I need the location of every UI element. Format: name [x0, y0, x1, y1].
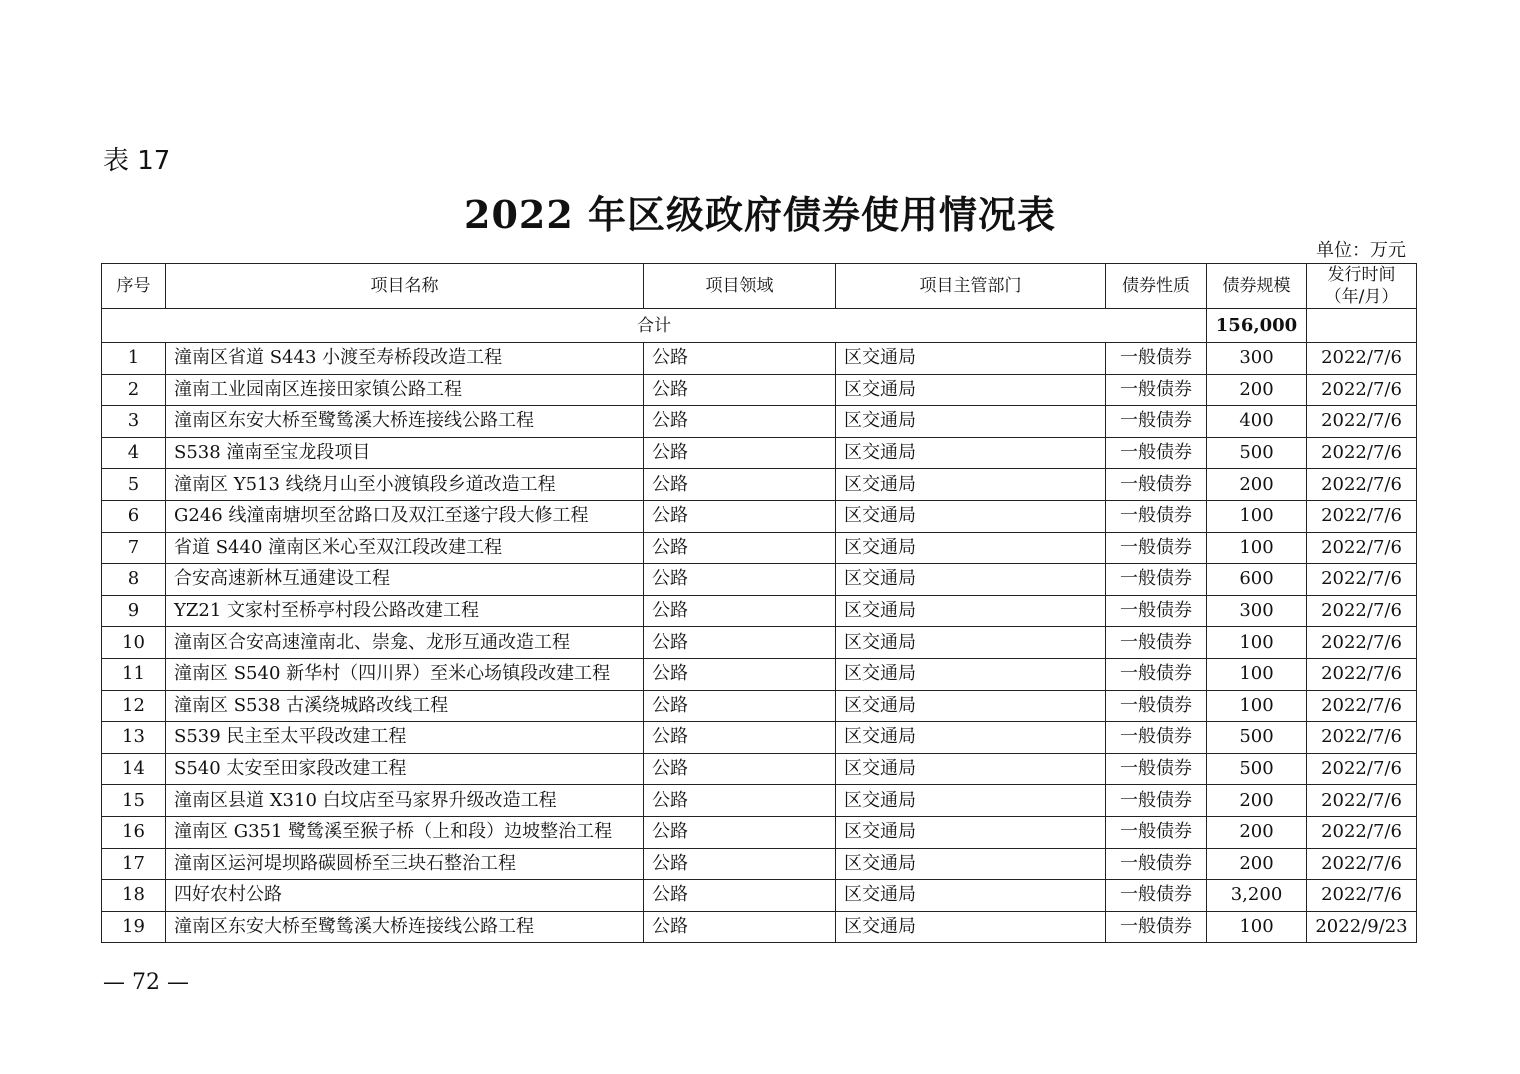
cell-department: 区交通局: [836, 785, 1106, 817]
cell-bond-amount: 500: [1207, 437, 1307, 469]
cell-seq: 10: [102, 627, 166, 659]
cell-field: 公路: [644, 911, 836, 943]
cell-seq: 2: [102, 374, 166, 406]
cell-bond-nature: 一般债券: [1106, 785, 1207, 817]
cell-bond-amount: 600: [1207, 564, 1307, 596]
cell-bond-amount: 100: [1207, 658, 1307, 690]
cell-issue-time: 2022/7/6: [1307, 690, 1417, 722]
table-row: [102, 848, 1417, 880]
cell-issue-time: 2022/7/6: [1307, 374, 1417, 406]
cell-department: 区交通局: [836, 911, 1106, 943]
cell-field: 公路: [644, 627, 836, 659]
cell-bond-amount: 300: [1207, 343, 1307, 375]
cell-bond-nature: 一般债券: [1106, 437, 1207, 469]
cell-bond-nature: 一般债券: [1106, 658, 1207, 690]
cell-bond-amount: 500: [1207, 753, 1307, 785]
cell-department: 区交通局: [836, 816, 1106, 848]
cell-field: 公路: [644, 880, 836, 912]
table-row: [102, 532, 1417, 564]
header-department: 项目主管部门: [836, 264, 1106, 309]
cell-seq: 16: [102, 816, 166, 848]
cell-bond-amount: 200: [1207, 374, 1307, 406]
cell-bond-nature: 一般债券: [1106, 343, 1207, 375]
cell-bond-nature: 一般债券: [1106, 469, 1207, 501]
table-label: 表 17: [103, 146, 171, 176]
cell-bond-amount: 100: [1207, 627, 1307, 659]
cell-bond-amount: 200: [1207, 469, 1307, 501]
cell-issue-time: 2022/9/23: [1307, 911, 1417, 943]
cell-bond-amount: 300: [1207, 595, 1307, 627]
cell-project-name: S538 潼南至宝龙段项目: [166, 437, 644, 469]
header-issue-time: [1307, 264, 1417, 309]
cell-bond-amount: 100: [1207, 911, 1307, 943]
cell-issue-time: 2022/7/6: [1307, 437, 1417, 469]
bond-usage-table: [101, 263, 1417, 943]
cell-bond-amount: 100: [1207, 532, 1307, 564]
cell-bond-nature: 一般债券: [1106, 500, 1207, 532]
table-row: [102, 406, 1417, 438]
table-row: [102, 437, 1417, 469]
cell-issue-time: 2022/7/6: [1307, 532, 1417, 564]
cell-bond-amount: 200: [1207, 785, 1307, 817]
cell-project-name: 省道 S440 潼南区米心至双江段改建工程: [166, 532, 644, 564]
cell-bond-nature: 一般债券: [1106, 848, 1207, 880]
cell-bond-nature: 一般债券: [1106, 532, 1207, 564]
cell-issue-time: 2022/7/6: [1307, 564, 1417, 596]
header-bond-amount: 债券规模: [1207, 264, 1307, 309]
cell-department: 区交通局: [836, 406, 1106, 438]
document-title: 2022 年区级政府债券使用情况表: [464, 192, 1056, 237]
header-seq: 序号: [102, 264, 166, 309]
cell-department: 区交通局: [836, 658, 1106, 690]
cell-field: 公路: [644, 785, 836, 817]
cell-issue-time: 2022/7/6: [1307, 658, 1417, 690]
cell-issue-time: 2022/7/6: [1307, 753, 1417, 785]
table-row: [102, 785, 1417, 817]
cell-bond-nature: 一般债券: [1106, 690, 1207, 722]
cell-department: 区交通局: [836, 848, 1106, 880]
cell-department: 区交通局: [836, 753, 1106, 785]
cell-issue-time: 2022/7/6: [1307, 500, 1417, 532]
table-row: [102, 500, 1417, 532]
table-row: [102, 469, 1417, 501]
header-issue-time-line1: 发行时间: [1327, 265, 1396, 285]
total-label: 合计: [102, 309, 1207, 343]
cell-bond-nature: 一般债券: [1106, 406, 1207, 438]
cell-seq: 6: [102, 500, 166, 532]
cell-department: 区交通局: [836, 627, 1106, 659]
cell-bond-nature: 一般债券: [1106, 816, 1207, 848]
cell-bond-nature: 一般债券: [1106, 564, 1207, 596]
cell-seq: 3: [102, 406, 166, 438]
unit-label: 单位：万元: [1316, 240, 1406, 261]
cell-project-name: S539 民主至太平段改建工程: [166, 722, 644, 754]
cell-issue-time: 2022/7/6: [1307, 406, 1417, 438]
cell-bond-amount: 100: [1207, 500, 1307, 532]
cell-project-name: 潼南区 S538 古溪绕城路改线工程: [166, 690, 644, 722]
cell-project-name: 潼南区东安大桥至鹭鸶溪大桥连接线公路工程: [166, 911, 644, 943]
table-row: [102, 627, 1417, 659]
cell-field: 公路: [644, 690, 836, 722]
cell-bond-nature: 一般债券: [1106, 911, 1207, 943]
cell-project-name: 潼南区 G351 鹭鸶溪至猴子桥（上和段）边坡整治工程: [166, 816, 644, 848]
cell-seq: 17: [102, 848, 166, 880]
table-row: [102, 343, 1417, 375]
cell-department: 区交通局: [836, 437, 1106, 469]
cell-seq: 4: [102, 437, 166, 469]
cell-seq: 8: [102, 564, 166, 596]
header-project-name: 项目名称: [166, 264, 644, 309]
cell-issue-time: 2022/7/6: [1307, 343, 1417, 375]
cell-department: 区交通局: [836, 500, 1106, 532]
cell-bond-nature: 一般债券: [1106, 880, 1207, 912]
cell-project-name: 潼南区合安高速潼南北、崇龛、龙形互通改造工程: [166, 627, 644, 659]
cell-department: 区交通局: [836, 690, 1106, 722]
cell-department: 区交通局: [836, 722, 1106, 754]
cell-project-name: 潼南区省道 S443 小渡至寿桥段改造工程: [166, 343, 644, 375]
header-issue-time-line2: （年/月）: [1324, 287, 1399, 307]
cell-issue-time: 2022/7/6: [1307, 816, 1417, 848]
cell-seq: 19: [102, 911, 166, 943]
cell-bond-amount: 200: [1207, 848, 1307, 880]
cell-department: 区交通局: [836, 469, 1106, 501]
cell-department: 区交通局: [836, 564, 1106, 596]
cell-bond-nature: 一般债券: [1106, 627, 1207, 659]
table-row: [102, 374, 1417, 406]
cell-project-name: 潼南区运河堤坝路碳圆桥至三块石整治工程: [166, 848, 644, 880]
cell-field: 公路: [644, 816, 836, 848]
cell-issue-time: 2022/7/6: [1307, 627, 1417, 659]
cell-bond-amount: 500: [1207, 722, 1307, 754]
table-row: [102, 722, 1417, 754]
cell-field: 公路: [644, 658, 836, 690]
cell-field: 公路: [644, 437, 836, 469]
cell-seq: 7: [102, 532, 166, 564]
cell-bond-nature: 一般债券: [1106, 374, 1207, 406]
cell-field: 公路: [644, 343, 836, 375]
cell-issue-time: 2022/7/6: [1307, 848, 1417, 880]
cell-project-name: 潼南区 Y513 线绕月山至小渡镇段乡道改造工程: [166, 469, 644, 501]
cell-seq: 15: [102, 785, 166, 817]
cell-field: 公路: [644, 500, 836, 532]
cell-seq: 13: [102, 722, 166, 754]
table-row: [102, 911, 1417, 943]
table-row: [102, 880, 1417, 912]
cell-bond-amount: 3,200: [1207, 880, 1307, 912]
cell-seq: 9: [102, 595, 166, 627]
cell-issue-time: 2022/7/6: [1307, 722, 1417, 754]
total-time-cell: [1307, 309, 1417, 343]
table-row: [102, 564, 1417, 596]
total-row: [102, 309, 1417, 343]
cell-project-name: S540 太安至田家段改建工程: [166, 753, 644, 785]
cell-field: 公路: [644, 722, 836, 754]
page-number: — 72 —: [103, 970, 189, 995]
cell-project-name: 潼南区东安大桥至鹭鸶溪大桥连接线公路工程: [166, 406, 644, 438]
cell-field: 公路: [644, 532, 836, 564]
cell-bond-nature: 一般债券: [1106, 753, 1207, 785]
cell-field: 公路: [644, 374, 836, 406]
table-row: [102, 753, 1417, 785]
cell-department: 区交通局: [836, 532, 1106, 564]
cell-project-name: 潼南工业园南区连接田家镇公路工程: [166, 374, 644, 406]
cell-issue-time: 2022/7/6: [1307, 785, 1417, 817]
cell-project-name: 潼南区 S540 新华村（四川界）至米心场镇段改建工程: [166, 658, 644, 690]
cell-field: 公路: [644, 564, 836, 596]
cell-bond-amount: 200: [1207, 816, 1307, 848]
cell-seq: 18: [102, 880, 166, 912]
table-row: [102, 816, 1417, 848]
cell-project-name: 合安高速新林互通建设工程: [166, 564, 644, 596]
table-row: [102, 658, 1417, 690]
cell-department: 区交通局: [836, 595, 1106, 627]
cell-field: 公路: [644, 469, 836, 501]
cell-project-name: 潼南区县道 X310 白坟店至马家界升级改造工程: [166, 785, 644, 817]
cell-project-name: G246 线潼南塘坝至岔路口及双江至遂宁段大修工程: [166, 500, 644, 532]
cell-seq: 14: [102, 753, 166, 785]
cell-seq: 11: [102, 658, 166, 690]
cell-department: 区交通局: [836, 880, 1106, 912]
cell-field: 公路: [644, 595, 836, 627]
table-header-row: [102, 264, 1417, 309]
cell-field: 公路: [644, 848, 836, 880]
header-field: 项目领域: [644, 264, 836, 309]
cell-bond-nature: 一般债券: [1106, 722, 1207, 754]
cell-field: 公路: [644, 753, 836, 785]
cell-seq: 12: [102, 690, 166, 722]
table-row: [102, 690, 1417, 722]
cell-department: 区交通局: [836, 343, 1106, 375]
cell-seq: 1: [102, 343, 166, 375]
total-amount: 156,000: [1207, 309, 1307, 343]
cell-seq: 5: [102, 469, 166, 501]
cell-department: 区交通局: [836, 374, 1106, 406]
cell-issue-time: 2022/7/6: [1307, 880, 1417, 912]
table-row: [102, 595, 1417, 627]
cell-bond-amount: 400: [1207, 406, 1307, 438]
cell-bond-amount: 100: [1207, 690, 1307, 722]
cell-issue-time: 2022/7/6: [1307, 595, 1417, 627]
header-bond-nature: 债券性质: [1106, 264, 1207, 309]
cell-bond-nature: 一般债券: [1106, 595, 1207, 627]
cell-project-name: YZ21 文家村至桥亭村段公路改建工程: [166, 595, 644, 627]
cell-project-name: 四好农村公路: [166, 880, 644, 912]
cell-issue-time: 2022/7/6: [1307, 469, 1417, 501]
cell-field: 公路: [644, 406, 836, 438]
